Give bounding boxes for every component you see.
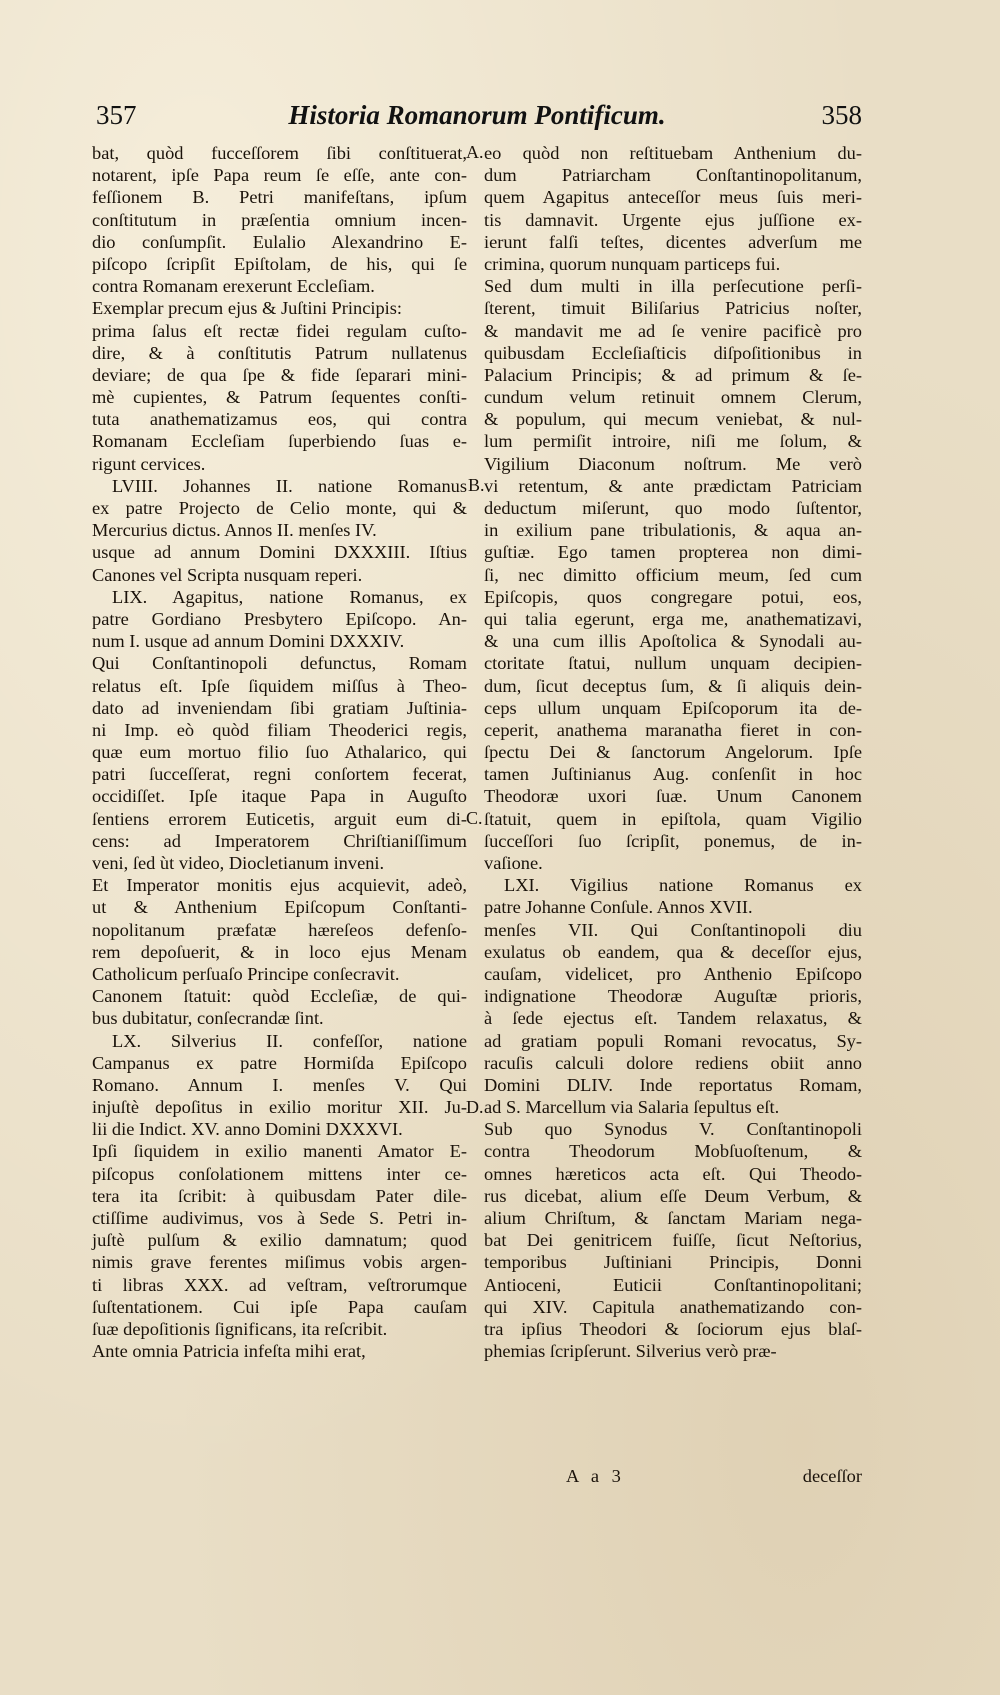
text-line: ſterent, timuit Biliſarius Patricius noſter,	[484, 298, 862, 319]
text-line: Sub quo Synodus V. Conſtantinopoli	[484, 1119, 862, 1140]
text-line: nimis grave ferentes miſimus vobis argen-	[92, 1252, 467, 1273]
text-line: veni, ſed ùt video, Diocletianum inveni.	[92, 853, 385, 873]
text-line: ad S. Marcellum via Salaria ſepultus eſt.	[484, 1097, 780, 1118]
catchword: deceſſor	[802, 1466, 862, 1486]
text-line: menſes VII. Qui Conſtantinopoli diu	[484, 919, 862, 940]
text-line: Qui Conſtantinopoli defunctus, Romam	[92, 653, 467, 674]
text-line: contra Romanam erexerunt Eccleſiam.	[92, 276, 375, 297]
text-line: in exilium pane tribulationis, & aqua an-	[484, 520, 862, 541]
text-line: ſtatuit, quem in epiſtola, quam Vigilio	[484, 808, 862, 829]
text-line: Canonem ſtatuit: quòd Eccleſiæ, de qui-	[92, 986, 467, 1007]
text-line: ut & Anthenium Epiſcopum Conſtanti-	[92, 897, 467, 918]
text-line: cauſam, videlicet, pro Anthenio Epiſcopo	[484, 963, 862, 984]
text-line: ſpectu Dei & ſanctorum Angelorum. Ipſe	[484, 742, 862, 763]
text-line: contra Theodorum Mobſuoſtenum, &	[484, 1141, 862, 1162]
text-line: LX. Silverius II. confeſſor, natione	[112, 1030, 467, 1051]
text-line: Et Imperator monitis ejus acquievit, adeò,	[92, 875, 467, 896]
text-line: ti libras XXX. ad veſtram, veſtrorumque	[92, 1274, 467, 1295]
text-line: temporibus Juſtiniani Principis, Donni	[484, 1252, 862, 1273]
text-line: Sed dum multi in illa perſecutione perſi-	[484, 276, 862, 297]
text-line: Domini DLIV. Inde reportatus Romam,	[484, 1074, 862, 1095]
text-line: vi retentum, & ante prædictam Patriciam	[484, 475, 862, 496]
text-line: bat, quòd fucceſſorem ſibi conſtituerat,	[92, 143, 467, 163]
text-line: qui talia egerunt, erga me, anathematizavi,	[484, 608, 862, 629]
text-line: patri ſucceſſerat, regni conſortem fecerat,	[92, 764, 467, 785]
text-line: occidiſſet. Ipſe itaque Papa in Auguſto	[92, 786, 467, 807]
text-line: Antioceni, Euticii Conſtantinopolitani;	[484, 1274, 862, 1295]
text-line: LXI. Vigilius natione Romanus ex	[504, 875, 862, 896]
text-line: Mercurius dictus. Annos II. menſes IV.	[92, 520, 377, 541]
text-line: exulatus ob eandem, qua & deceſſor ejus,	[484, 941, 862, 962]
text-line: lii die Indict. XV. anno Domini DXXXVI.	[92, 1119, 403, 1140]
text-line: bus dubitatur, conſecrandæ ſint.	[92, 1008, 324, 1029]
text-line: phemias ſcripſerunt. Silverius verò præ-	[484, 1341, 777, 1362]
text-line: ſuſtentationem. Cui ipſe Papa cauſam	[92, 1296, 467, 1317]
text-line: Theodoræ uxori ſuæ. Unum Canonem	[484, 786, 862, 807]
signature-mark: A a 3	[566, 1466, 625, 1486]
text-line: Canones vel Scripta nusquam reperi.	[92, 564, 363, 585]
right-page-number: 358	[821, 100, 862, 130]
text-line: dum Patriarcham Conſtantinopolitanum,	[484, 165, 862, 186]
text-line: mè cupientes, & Patrum ſequentes conſti-	[92, 387, 467, 408]
text-line: Romano. Annum I. menſes V. Qui	[92, 1074, 467, 1095]
text-line: Campanus ex patre Hormiſda Epiſcopo	[92, 1052, 467, 1073]
text-line: quibusdam Eccleſiaſticis diſpoſitionibus in	[484, 342, 862, 363]
text-line: omnes hæreticos acta eſt. Qui Theodo-	[484, 1163, 862, 1184]
text-line: dio conſumpſit. Eulalio Alexandrino E-	[92, 231, 467, 252]
left-text-column	[92, 142, 467, 1362]
text-line: ctoritate ſtatui, nullum unquam decipien-	[484, 653, 862, 674]
text-line: ſentiens errorem Euticetis, arguit eum di-	[92, 808, 467, 829]
text-line: Ipſi ſiquidem in exilio manenti Amator E-	[92, 1141, 467, 1162]
text-line: ad gratiam populi Romani revocatus, Sy-	[484, 1030, 862, 1051]
text-line: vaſione.	[484, 853, 543, 873]
text-line: rus dicebat, alium eſſe Deum Verbum, &	[484, 1185, 862, 1206]
text-line: quem Agapitus anteceſſor meus ſuis meri-	[484, 187, 862, 208]
text-line: ſuæ depoſitionis ſignificans, ita reſcribit.	[92, 1318, 388, 1339]
text-line: alium Chriſtum, & ſanctam Mariam nega-	[484, 1208, 862, 1228]
text-line: tra ipſius Theodori & ſociorum ejus blaſ-	[484, 1318, 862, 1339]
text-line: Exemplar precum ejus & Juſtini Principis:	[92, 298, 403, 319]
text-line: piſcopo ſcripſit Epiſtolam, de his, qui ſe	[92, 253, 467, 274]
text-line: crimina, quorum nunquam particeps fui.	[484, 253, 781, 274]
text-line: tis damnavit. Urgente ejus juſſione ex-	[484, 209, 862, 230]
margin-marker-b: B.	[468, 475, 485, 495]
text-line: tamen Juſtinianus Aug. conſenſit in hoc	[484, 764, 862, 785]
text-line: dato ad inveniendam ſibi gratiam Juſtinia-	[92, 697, 467, 718]
left-page-number: 357	[96, 100, 137, 130]
text-line: usque ad annum Domini DXXXIII. Iſtius	[92, 542, 467, 563]
text-line: dire, & à conſtitutis Patrum nullatenus	[92, 342, 467, 363]
text-line: quæ eum mortuo filio ſuo Athalarico, qui	[92, 742, 467, 763]
text-line: rigunt cervices.	[92, 453, 206, 474]
text-line: Palacium Principis; & ad primum & ſe-	[484, 364, 862, 385]
text-line: num I. usque ad annum Domini DXXXIV.	[92, 631, 405, 652]
text-line: injuſtè depoſitus in exilio moritur XII. Ju-	[92, 1097, 467, 1118]
text-line: deductum miſerunt, quo modo ſuſtentor,	[484, 498, 862, 518]
text-line: LVIII. Johannes II. natione Romanus	[112, 475, 467, 496]
text-line: cundum velum retinuit omnem Clerum,	[484, 387, 862, 408]
margin-marker-a: A.	[466, 142, 484, 162]
text-line: rem depoſuerit, & in loco ejus Menam	[92, 941, 467, 962]
text-line: ceps ullum unquam Epiſcoporum ita de-	[484, 697, 862, 718]
text-line: conſtitutum in præſentia omnium incen-	[92, 209, 467, 230]
text-line: ceperit, anathema maranatha fieret in con-	[484, 719, 862, 740]
text-line: ſi, nec dimitto officium meum, ſed cum	[484, 564, 862, 585]
margin-marker-c: C.	[466, 808, 483, 828]
text-line: ierunt falſi teſtes, dicentes adverſum me	[484, 231, 862, 252]
text-line: relatus eſt. Ipſe ſiquidem miſſus à Theo-	[92, 675, 467, 696]
text-line: qui XIV. Capitula anathematizando con-	[484, 1296, 862, 1317]
right-text-column	[484, 142, 862, 1362]
text-line: Vigilium Diaconum noſtrum. Me verò	[484, 453, 862, 474]
text-line: prima ſalus eſt rectæ fidei regulam cuſto-	[92, 320, 467, 341]
text-line: cens: ad Imperatorem Chriſtianiſſimum	[92, 830, 467, 851]
text-line: nopolitanum præfatæ hæreſeos defenſo-	[92, 919, 467, 940]
text-line: patre Gordiano Presbytero Epiſcopo. An-	[92, 608, 467, 629]
text-line: indignatione Theodoræ Auguſtæ prioris,	[484, 986, 862, 1007]
text-line: Romanam Eccleſiam ſuperbiendo ſuas e-	[92, 431, 467, 452]
text-line: juſtè pulſum & exilio damnatum; quod	[92, 1230, 467, 1251]
text-line: & una cum illis Apoſtolica & Synodali au-	[484, 631, 862, 652]
text-line: piſcopus conſolationem mittens inter ce-	[92, 1163, 467, 1184]
text-line: & mandavit me ad ſe venire pacificè pro	[484, 320, 862, 341]
text-line: ſucceſſori ſuo ſcripſit, ponemus, de in-	[484, 830, 862, 851]
text-line: Catholicum perſuaſo Principe conſecravit.	[92, 963, 400, 984]
text-line: guſtiæ. Ego tamen propterea non dimi-	[484, 542, 862, 563]
text-line: ni Imp. eò quòd filiam Theoderici regis,	[92, 719, 467, 740]
text-line: tera ita ſcribit: à quibusdam Pater dile-	[92, 1185, 467, 1206]
text-line: Epiſcopis, quos congregare potui, eos,	[484, 586, 862, 607]
page-footer	[484, 1466, 862, 1490]
text-line: Ante omnia Patricia infeſta mihi erat,	[92, 1341, 366, 1362]
text-line: ctiſſime audivimus, vos à Sede S. Petri in-	[92, 1208, 467, 1228]
text-line: eo quòd non reſtituebam Anthenium du-	[484, 143, 862, 163]
text-line: racuſis calculi dolore rediens obiit anno	[484, 1052, 862, 1073]
text-line: dum, ſicut deceptus ſum, & ſi aliquis dein-	[484, 675, 862, 696]
text-line: patre Johanne Conſule. Annos XVII.	[484, 897, 753, 918]
text-line: bat Dei genitricem fuiſſe, ſicut Neſtorius,	[484, 1230, 862, 1251]
text-line: deviare; de qua ſpe & fide ſeparari mini-	[92, 364, 467, 385]
margin-marker-d: D.	[466, 1097, 484, 1117]
text-line: tuta anathematizamus eos, qui contra	[92, 409, 467, 430]
text-line: & populum, qui mecum veniebat, & nul-	[484, 409, 862, 430]
text-line: LIX. Agapitus, natione Romanus, ex	[112, 586, 467, 607]
running-title: Historia Romanorum Pontificum.	[288, 100, 666, 130]
text-line: feſſionem B. Petri manifeſtans, ipſum	[92, 187, 467, 208]
text-line: à ſede ejectus eſt. Tandem relaxatus, &	[484, 1008, 862, 1029]
text-line: lum permiſit introire, niſi me ſolum, &	[484, 431, 862, 452]
text-line: notarent, ipſe Papa reum ſe eſſe, ante con-	[92, 165, 467, 186]
text-line: ex patre Projecto de Celio monte, qui &	[92, 498, 467, 518]
running-head	[92, 100, 862, 140]
